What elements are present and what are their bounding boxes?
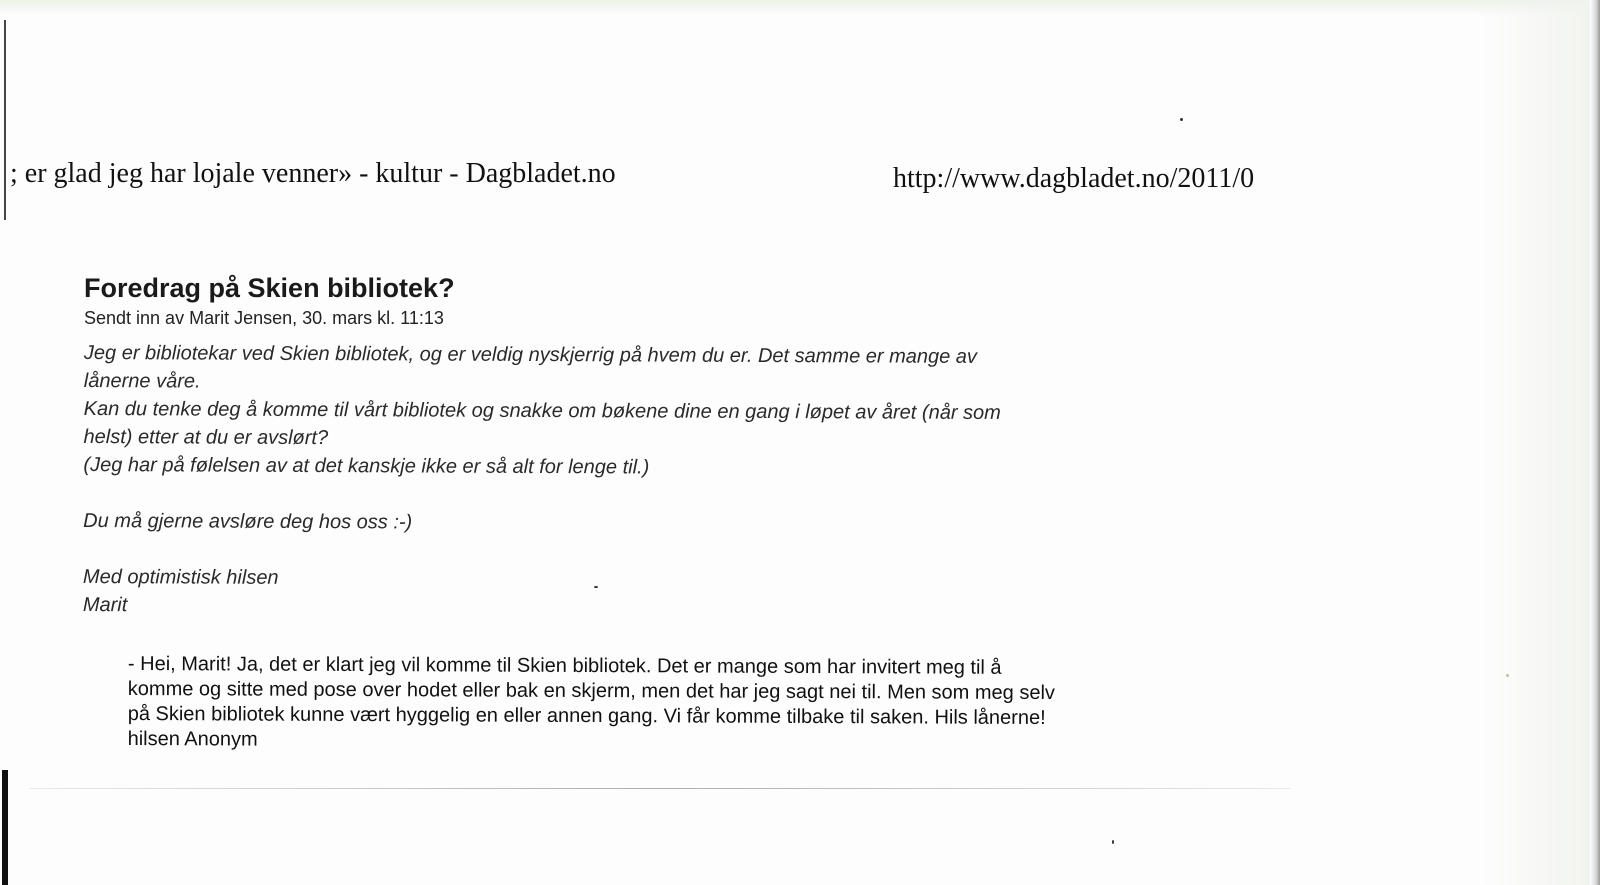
comment-line: Marit <box>82 594 128 617</box>
comment-line: Jeg er bibliotekar ved Skien bibliotek, og er veldig nyskjerrig på hvem du er. Det samme er mange av <box>83 342 978 369</box>
scan-left-edge <box>4 20 6 220</box>
comment-line: (Jeg har på følelsen av at det kanskje ikke er så alt for lenge til.) <box>83 454 650 479</box>
author-reply <box>128 652 1228 757</box>
scan-left-edge-bottom <box>2 770 8 885</box>
comment-post <box>84 272 1214 619</box>
reply-line: komme og sitte med pose over hodet eller bak en skjerm, men det har jeg sagt nei til. Men som meg selv <box>127 677 1055 705</box>
scan-speck <box>1180 118 1183 121</box>
comment-line: Med optimistisk hilsen <box>82 566 279 590</box>
comment-line: Du må gjerne avsløre deg hos oss :-) <box>83 510 413 534</box>
comment-body <box>83 339 1214 624</box>
comment-meta: Sendt inn av Marit Jensen, 30. mars kl. 11:13 <box>84 308 444 329</box>
scan-top-tint <box>0 0 1600 16</box>
scan-speck <box>1112 840 1114 844</box>
comment-line: lånerne våre. <box>83 370 201 393</box>
reply-signature: hilsen Anonym <box>127 727 258 751</box>
scan-speck <box>1506 674 1509 677</box>
browser-print-url: http://www.dagbladet.no/2011/0 <box>893 163 1255 194</box>
scan-right-tint <box>1480 0 1600 885</box>
comment-title: Foredrag på Skien bibliotek? <box>84 273 455 303</box>
browser-print-title: ; er glad jeg har lojale venner» - kultur - Dagbladet.no <box>10 158 616 189</box>
page-break-line <box>30 788 1290 789</box>
scan-right-edge <box>1590 0 1600 885</box>
comment-line: Kan du tenke deg å komme til vårt bibliotek og snakke om bøkene dine en gang i løpet av året (når som <box>83 398 1001 425</box>
reply-line: på Skien bibliotek kunne vært hyggelig en eller annen gang. Vi får komme tilbake til saken. Hils lånerne! <box>127 702 1046 730</box>
comment-line: helst) etter at du er avslørt? <box>83 426 329 450</box>
reply-line: - Hei, Marit! Ja, det er klart jeg vil komme til Skien bibliotek. Det er mange som har invitert meg til å <box>127 653 1002 679</box>
